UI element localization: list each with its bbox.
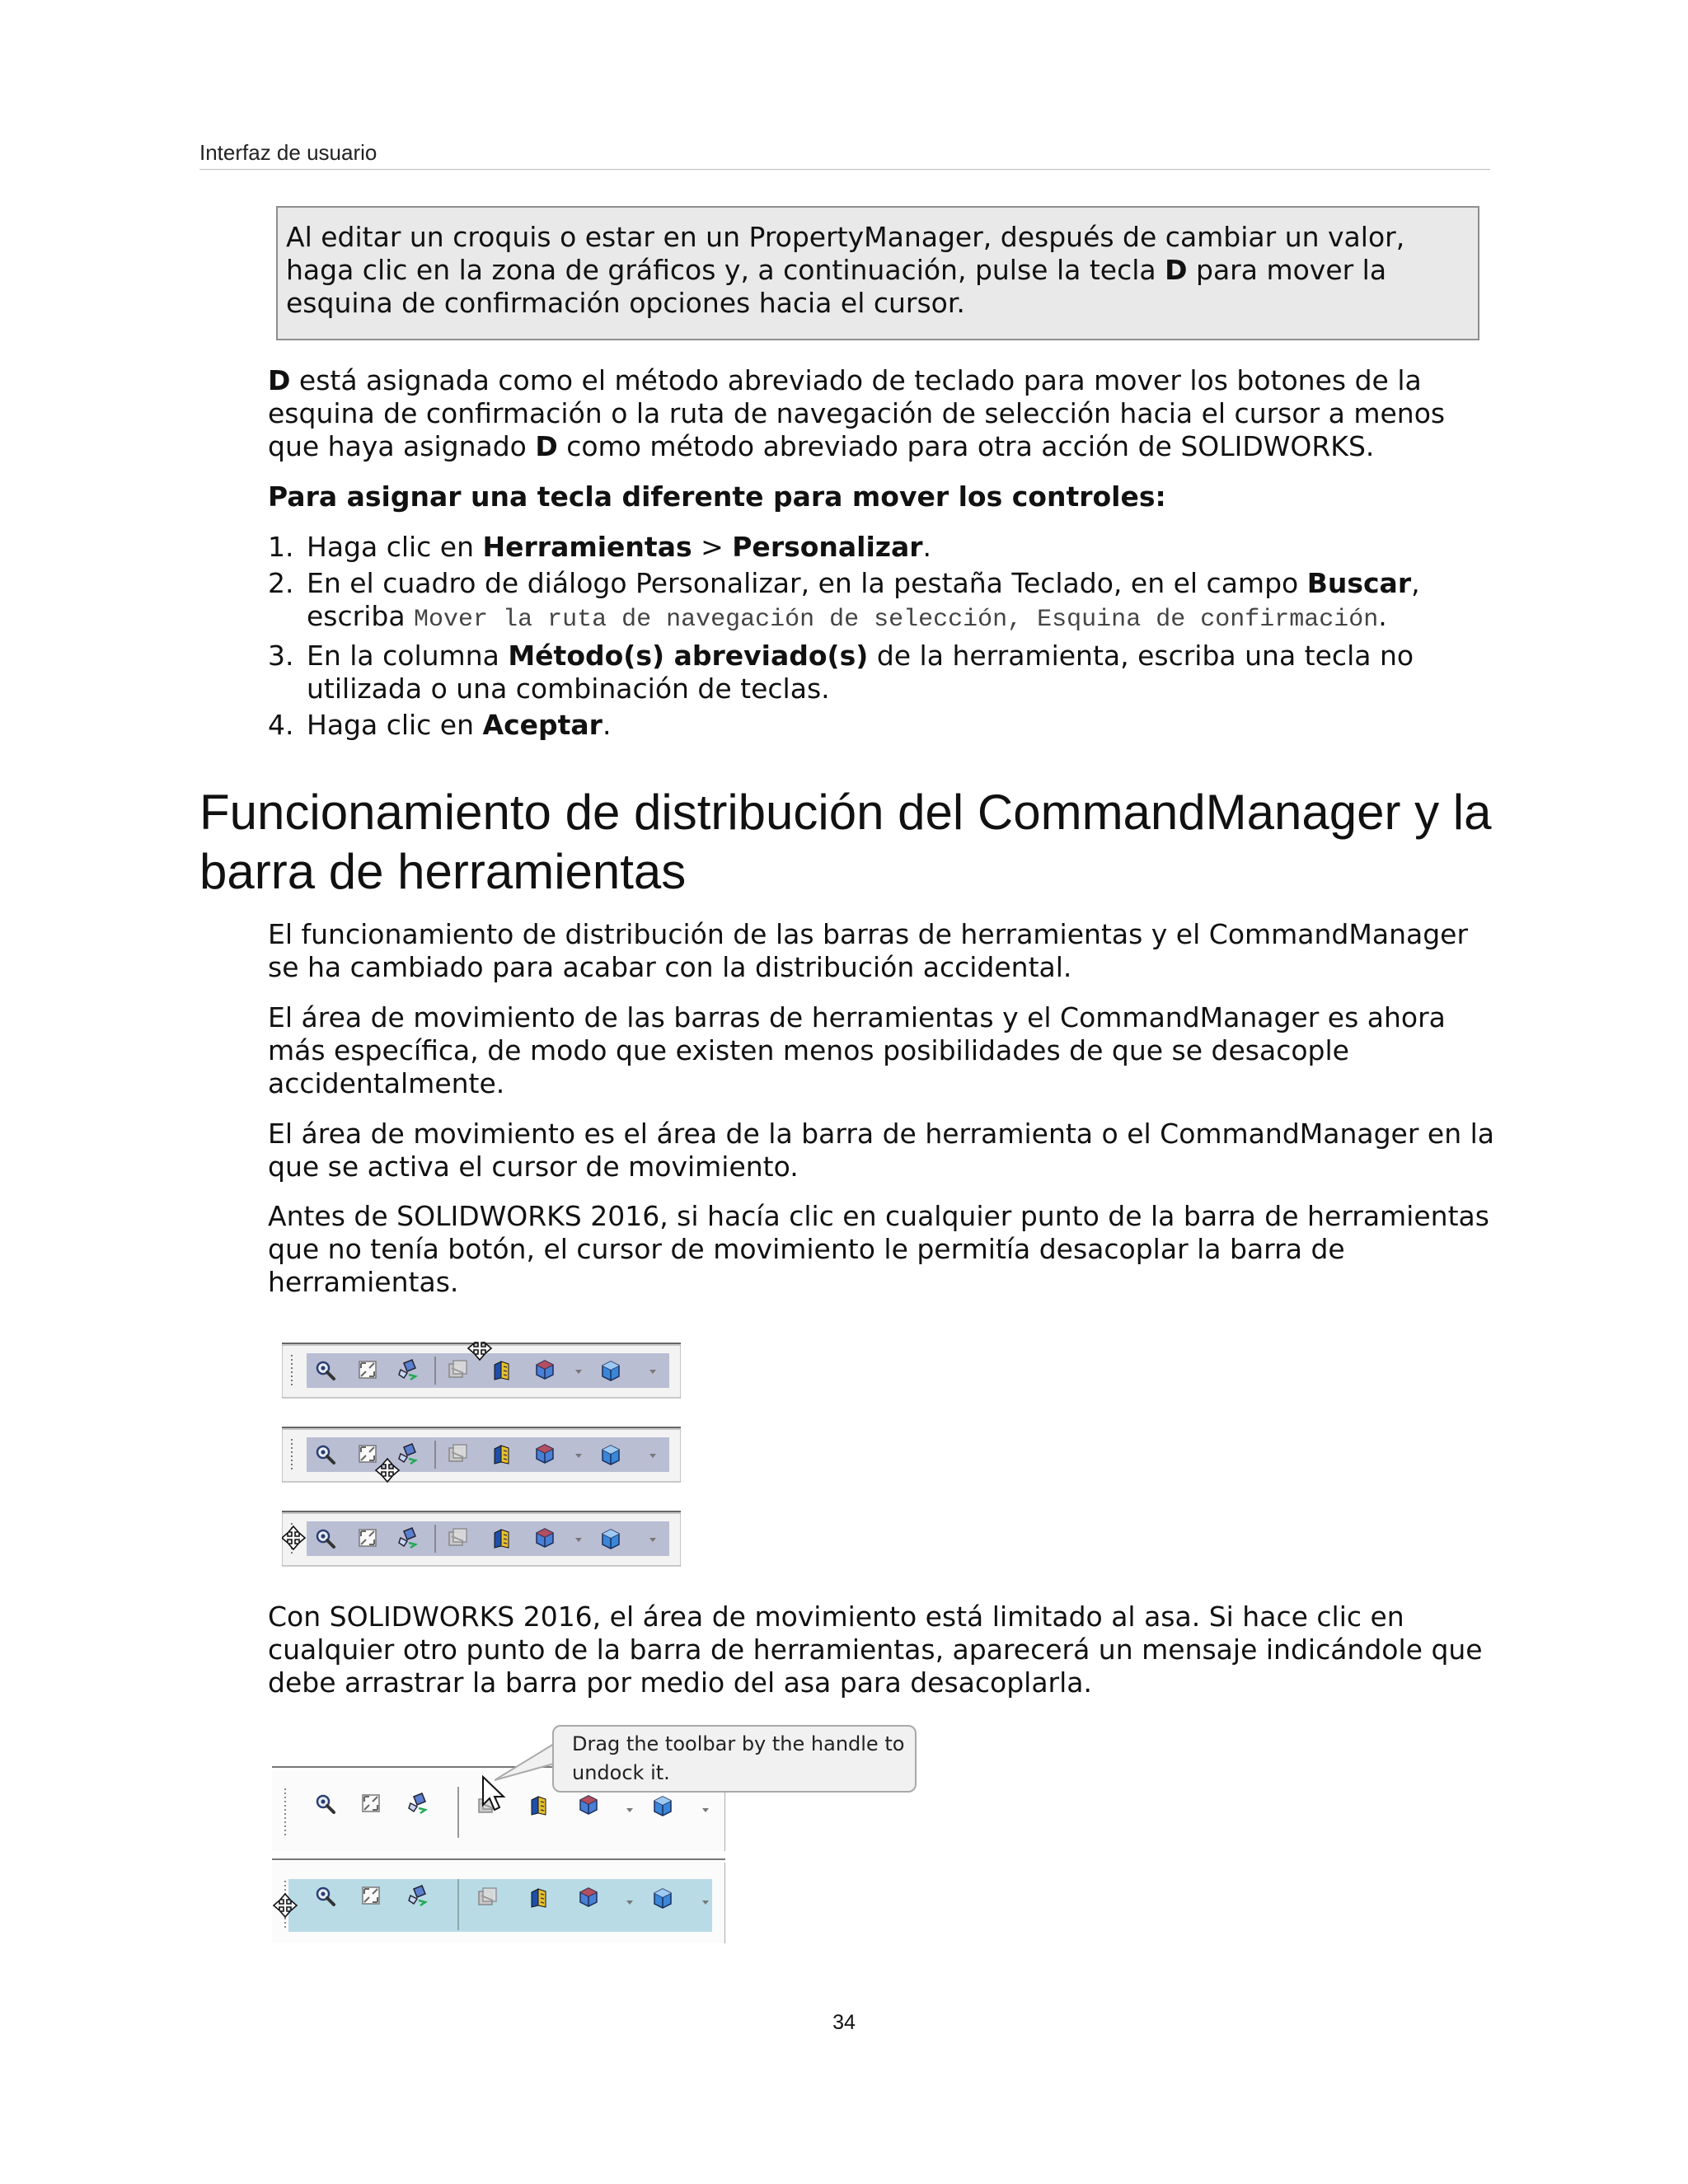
step-code-text: Mover la ruta de navegación de selección, Esquina de confirmación xyxy=(414,606,1379,634)
old-toolbar-figure xyxy=(282,1426,681,1487)
step-number: 1. xyxy=(268,531,294,563)
view-orientation-icon[interactable] xyxy=(580,1796,597,1814)
zoom-to-area-icon[interactable] xyxy=(359,1361,376,1378)
view-orientation-icon[interactable] xyxy=(537,1529,553,1547)
body-paragraph: Antes de SOLIDWORKS 2016, si hacía clic en cualquier punto de la barra de herramientas que no tenía botón, el cursor de movimiento le permitía desacoplar la barra de herramientas. xyxy=(268,1200,1489,1298)
zoom-to-area-icon[interactable] xyxy=(363,1887,379,1904)
section-heading: Funcionamiento de distribución del CommandManager y la barra de herramientas xyxy=(199,785,1492,899)
body-paragraph: Con SOLIDWORKS 2016, el área de movimiento está limitado al asa. Si hace clic en cualquier otro punto de la barra de herramientas, aparecerá un mensaje indicándole que debe arrastrar la barra por medio del asa para desacoplarla. xyxy=(268,1601,1483,1699)
running-header: Interfaz de usuario xyxy=(199,140,377,165)
procedure-steps xyxy=(268,531,1504,745)
dynamic-annotation-views-icon[interactable] xyxy=(532,1797,546,1815)
shortcut-text-1: está asignada como el método abreviado de teclado para mover los botones de la esquina de confirmación o la ruta de navegación de selección hacia el cursor a menos que haya asignado xyxy=(268,364,1446,462)
step-menu-name: Personalizar xyxy=(732,531,923,563)
step-text: de la herramienta, escriba una tecla no utilizada o una combinación de teclas. xyxy=(307,640,1414,705)
step-number: 2. xyxy=(268,567,294,599)
dynamic-annotation-views-icon[interactable] xyxy=(495,1530,509,1548)
shortcut-paragraph xyxy=(268,364,1496,463)
tip-note-box xyxy=(276,206,1479,340)
step-text: . xyxy=(602,709,612,741)
step-number: 3. xyxy=(268,640,294,672)
old-toolbar-figure xyxy=(282,1342,681,1403)
step-text: . xyxy=(1378,600,1387,632)
step-number: 4. xyxy=(268,709,294,741)
tooltip-line-2: undock it. xyxy=(572,1761,670,1784)
view-orientation-icon[interactable] xyxy=(537,1361,553,1379)
display-style-icon[interactable] xyxy=(603,1446,619,1465)
tip-text-before: Al editar un croquis o estar en un PropertyManager, después de cambiar un valor, haga clic en la zona de gráficos y, a continuación, pulse la tecla xyxy=(286,221,1405,286)
dynamic-annotation-views-icon[interactable] xyxy=(495,1361,509,1380)
step-text: . xyxy=(922,531,932,563)
step-text: En el cuadro de diálogo Personalizar, en la pestaña Teclado, en el campo xyxy=(307,567,1307,599)
display-style-icon[interactable] xyxy=(654,1797,671,1816)
step-item xyxy=(268,567,1504,636)
shortcut-key-2: D xyxy=(535,430,558,462)
old-toolbar-figure xyxy=(282,1510,681,1571)
step-text: Haga clic en xyxy=(307,531,483,563)
toolbar-handle-highlight xyxy=(288,1879,712,1932)
display-style-icon[interactable] xyxy=(654,1889,671,1908)
step-text: > xyxy=(692,531,733,563)
tip-key: D xyxy=(1165,254,1188,286)
new-toolbar-figure xyxy=(272,1856,725,1947)
step-text: , escriba xyxy=(307,567,1420,632)
step-button-name: Aceptar xyxy=(482,709,603,741)
procedure-title: Para asignar una tecla diferente para mover los controles: xyxy=(268,480,1166,513)
shortcut-text-2: como método abreviado para otra acción de SOLIDWORKS. xyxy=(557,430,1375,462)
zoom-to-area-icon[interactable] xyxy=(363,1795,379,1811)
page-number: 34 xyxy=(832,2011,856,2034)
tip-text-after: para mover la esquina de confirmación opciones hacia el cursor. xyxy=(286,254,1387,319)
zoom-to-area-icon[interactable] xyxy=(359,1446,376,1462)
step-menu-name: Herramientas xyxy=(482,531,692,563)
header-divider xyxy=(199,169,1490,170)
tooltip-pointer xyxy=(495,1739,560,1788)
dynamic-annotation-views-icon[interactable] xyxy=(532,1889,546,1907)
step-item xyxy=(268,531,1504,564)
step-column-name: Método(s) abreviado(s) xyxy=(508,640,869,672)
body-paragraph: El área de movimiento de las barras de herramientas y el CommandManager es ahora más específica, de modo que existen menos posibilidades de que se desacople accidentalmente. xyxy=(268,1001,1446,1099)
view-orientation-icon[interactable] xyxy=(580,1888,597,1906)
shortcut-key-1: D xyxy=(268,364,291,396)
tooltip-line-1: Drag the toolbar by the handle to xyxy=(572,1732,905,1755)
display-style-icon[interactable] xyxy=(603,1530,619,1549)
step-text: En la columna xyxy=(307,640,509,672)
view-orientation-icon[interactable] xyxy=(537,1445,553,1463)
step-item xyxy=(268,709,1504,742)
step-field-name: Buscar xyxy=(1306,567,1412,599)
dynamic-annotation-views-icon[interactable] xyxy=(495,1446,509,1464)
body-paragraph: El área de movimiento es el área de la barra de herramienta o el CommandManager en la que se activa el cursor de movimiento. xyxy=(268,1118,1494,1183)
step-text: Haga clic en xyxy=(307,709,483,741)
zoom-to-area-icon[interactable] xyxy=(359,1530,376,1546)
body-paragraph: El funcionamiento de distribución de las barras de herramientas y el CommandManager se ha cambiado para acabar con la distribución accidental. xyxy=(268,918,1469,983)
step-item xyxy=(268,640,1504,705)
drag-handle-tooltip xyxy=(552,1725,917,1793)
display-style-icon[interactable] xyxy=(603,1361,619,1380)
